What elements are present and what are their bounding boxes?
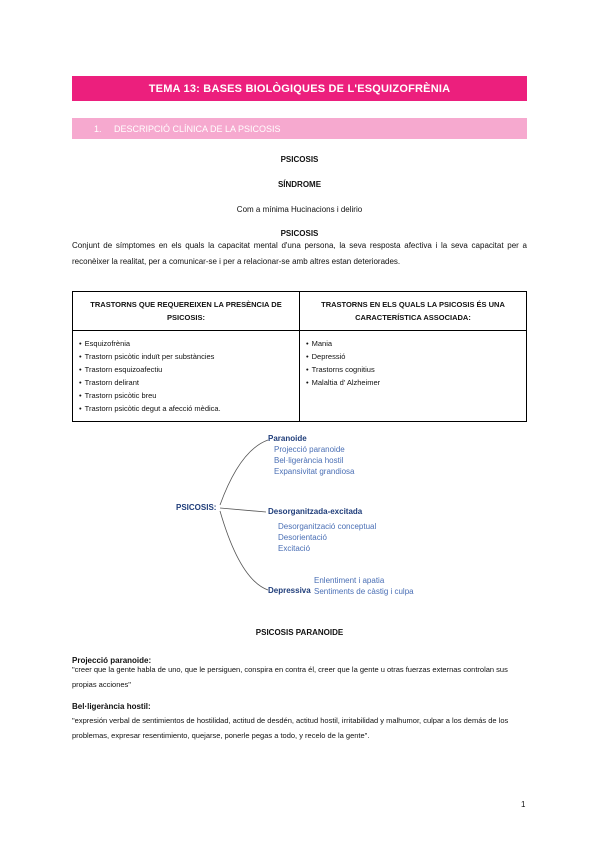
heading-psicosis-paranoide: PSICOSIS PARANOIDE: [255, 628, 344, 637]
heading-sindrome: SÍNDROME: [277, 180, 322, 189]
heading-psicosis: PSICOSIS: [280, 155, 319, 164]
diagram-item: Excitació: [278, 544, 311, 553]
list-item: • Trastorn esquizoafectiu: [79, 363, 293, 376]
list-item: • Malaltia d' Alzheimer: [306, 376, 520, 389]
diagram-item: Desorganització conceptual: [278, 522, 377, 531]
diagram-item: Sentiments de càstig i culpa: [314, 587, 414, 596]
list-item: • Trastorn psicòtic degut a afecció mèdica.: [79, 402, 293, 415]
section-number: 1.: [94, 123, 102, 134]
section-title: DESCRIPCIÓ CLÍNICA DE LA PSICOSIS: [114, 123, 281, 134]
connector-desorganitzada: [220, 508, 266, 512]
list-item: • Trastorn delirant: [79, 376, 293, 389]
diagram-item: Projecció paranoide: [274, 445, 345, 454]
page-title: TEMA 13: BASES BIOLÒGIQUES DE L'ESQUIZOFRÈNIA: [148, 82, 451, 95]
list-item: • Mania: [306, 337, 520, 350]
minima-text: Com a mínima Hucinacions i delirio: [236, 205, 363, 214]
heading-projeccio: Projecció paranoide:: [72, 656, 152, 665]
list-item: • Trastorn psicòtic breu: [79, 389, 293, 402]
diagram-item: Bel·ligerància hostil: [274, 456, 344, 465]
table-header-required: TRASTORNS QUE REQUEREIXEN LA PRESÈNCIA DE PSICOSIS:: [73, 292, 300, 331]
diagram-root: PSICOSIS:: [176, 503, 217, 512]
heading-beligerancia: Bel·ligerància hostil:: [72, 702, 151, 711]
diagram-item: Desorientació: [278, 533, 327, 542]
diagram-branch-desorganitzada: Desorganitzada-excitada: [268, 507, 363, 516]
diagram-item: Enlentiment i apatia: [314, 576, 385, 585]
beligerancia-text: "expresión verbal de sentimientos de hostilidad, actitud de desdén, actitud hostil, irritabilidad y malhumor, culpar a los demás de los problemas, expresar resentimiento, quejarse, ponerle pegas a todo, y recelo de la gente".: [72, 716, 509, 740]
list-item: • Depressió: [306, 350, 520, 363]
list-item: • Trastorn psicòtic induït per substàncies: [79, 350, 293, 363]
psicosis-definition: Conjunt de símptomes en els quals la capacitat mental d'una persona, la seva resposta afectiva i la seva capacitat per a reconèixer la realitat, per a comunicar-se i per a relacionar-se amb altres estan deteriorades.: [72, 241, 527, 266]
list-item: • Trastorns cognitius: [306, 363, 520, 376]
diagram-item: Expansivitat grandiosa: [274, 467, 355, 476]
page-number: 1: [521, 800, 526, 809]
connector-depressiva: [220, 511, 268, 590]
diagram-branch-paranoide: Paranoide: [268, 434, 307, 443]
diagram-branch-depressiva: Depressiva: [268, 586, 311, 595]
projeccio-text: "creer que la gente habla de uno, que le persiguen, conspira en contra él, creer que la gente u otras fuerzas externas controlan sus propias acciones": [72, 665, 508, 689]
connector-paranoide: [220, 440, 268, 505]
heading-psicosis-2: PSICOSIS: [280, 229, 319, 238]
table-header-associated: TRASTORNS EN ELS QUALS LA PSICOSIS ÉS UNA CARACTERÍSTICA ASSOCIADA:: [300, 292, 527, 331]
list-item: • Esquizofrènia: [79, 337, 293, 350]
